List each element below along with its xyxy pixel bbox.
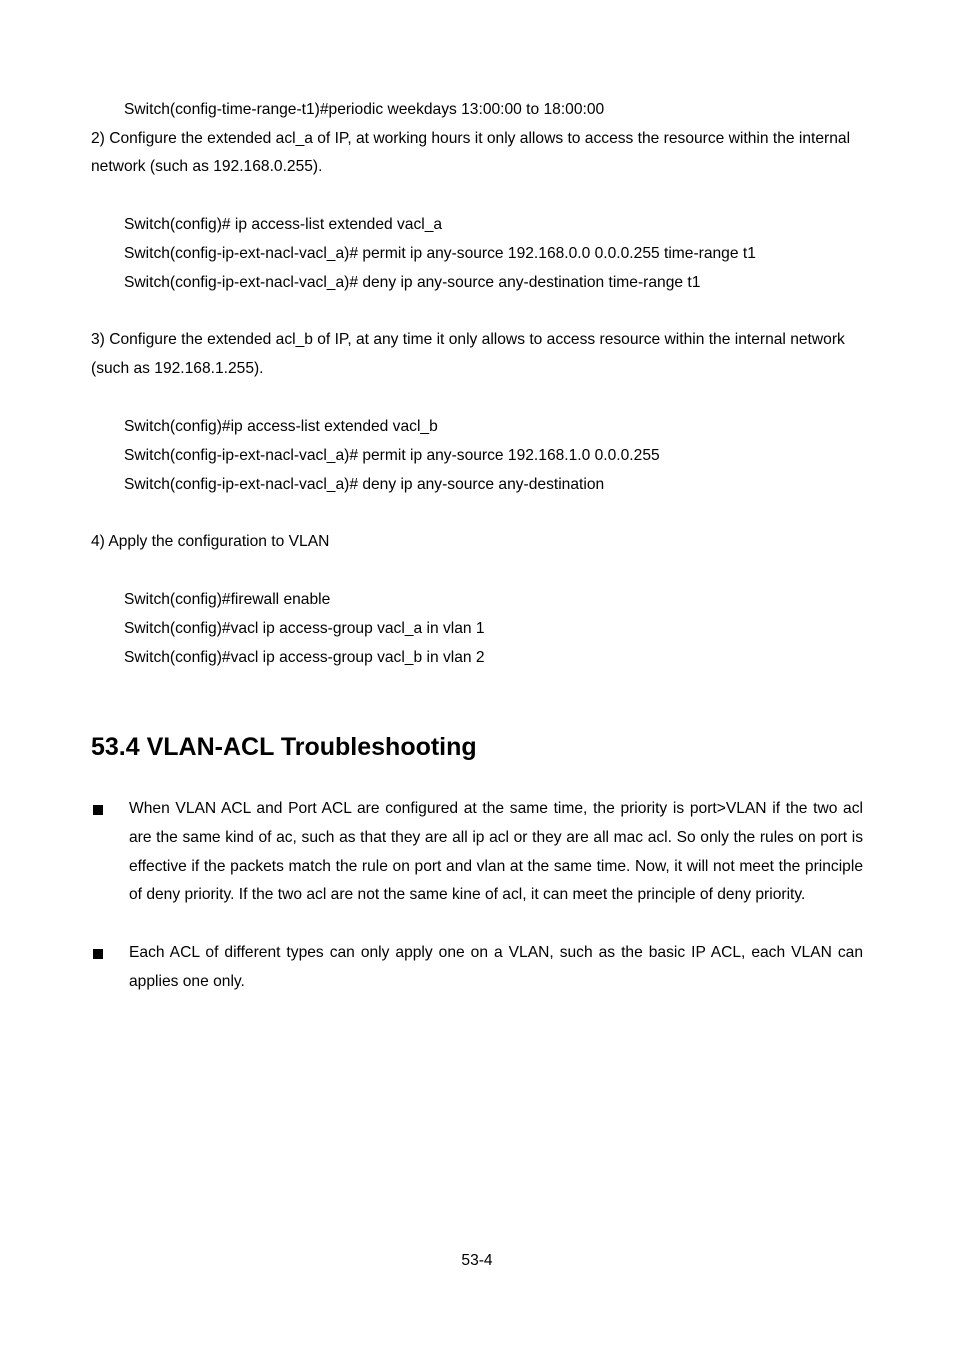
command-line: Switch(config-ip-ext-nacl-vacl_a)# permit ip any-source 192.168.0.0 0.0.0.255 time-range t1 — [124, 245, 756, 262]
command-line: Switch(config)# ip access-list extended vacl_a — [124, 216, 443, 233]
bullet-paragraph: Each ACL of different types can only apply one on a VLAN, such as the basic IP ACL, each VLAN can applies one only. — [129, 944, 863, 990]
command-line: Switch(config)#ip access-list extended vacl_b — [124, 418, 438, 435]
square-bullet-icon — [93, 949, 103, 959]
step-text: 4) Apply the configuration to VLAN — [91, 533, 330, 550]
section-heading: 53.4 VLAN-ACL Troubleshooting — [91, 733, 477, 761]
step-text: (such as 192.168.1.255). — [91, 360, 264, 377]
command-line: Switch(config-ip-ext-nacl-vacl_a)# deny ip any-source any-destination — [124, 476, 605, 493]
bullet-paragraph: When VLAN ACL and Port ACL are configured at the same time, the priority is port>VLAN if the two acl are the same kind of ac, such as that they are all ip acl or they are all mac acl. So only the rules on port is effective if the packets match the rule on port and vlan at the same time. Now, it will not meet the principle of deny priority. If the two acl are not the same kine of acl, it can meet the principle of deny priority. — [129, 800, 863, 904]
command-line: Switch(config)#vacl ip access-group vacl_b in vlan 2 — [124, 649, 485, 666]
command-line: Switch(config)#vacl ip access-group vacl_a in vlan 1 — [124, 620, 485, 637]
command-line: Switch(config-ip-ext-nacl-vacl_a)# deny ip any-source any-destination time-range t1 — [124, 274, 701, 291]
step-text: network (such as 192.168.0.255). — [91, 158, 323, 175]
command-line: Switch(config-time-range-t1)#periodic weekdays 13:00:00 to 18:00:00 — [124, 101, 605, 118]
command-line: Switch(config-ip-ext-nacl-vacl_a)# permit ip any-source 192.168.1.0 0.0.0.255 — [124, 447, 660, 464]
command-line: Switch(config)#firewall enable — [124, 591, 331, 608]
square-bullet-icon — [93, 805, 103, 815]
step-text: 2) Configure the extended acl_a of IP, at working hours it only allows to access the resource within the internal — [91, 130, 851, 147]
step-text: 3) Configure the extended acl_b of IP, at any time it only allows to access resource within the internal network — [91, 331, 845, 348]
page-number: 53-4 — [461, 1252, 493, 1269]
